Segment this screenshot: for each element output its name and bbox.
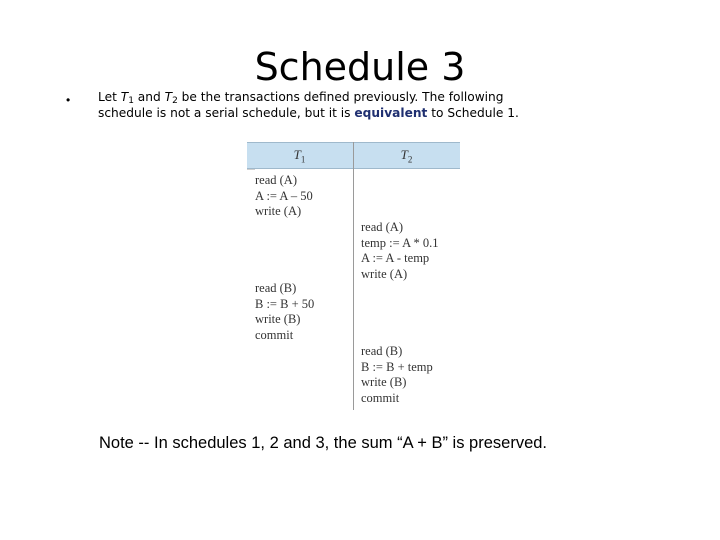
- t2-step: A := A - temp: [361, 251, 430, 265]
- column-header-subscript: 1: [300, 154, 306, 165]
- paragraph-text: and: [133, 90, 165, 104]
- t2-step: commit: [361, 390, 400, 405]
- schedule-table: [247, 142, 460, 410]
- paragraph-text: Let: [98, 90, 121, 104]
- paragraph-line-2: [98, 105, 568, 121]
- t1-step: A := A – 50: [255, 188, 313, 203]
- t2-step: read (A): [361, 220, 403, 234]
- bullet-marker: •: [66, 93, 71, 107]
- t1-step: B := B + 50: [255, 296, 315, 311]
- column-divider: [353, 142, 354, 410]
- t2-step: B := B + temp: [361, 359, 433, 374]
- t1-step: write (B): [255, 312, 301, 326]
- column-header-t2: [354, 147, 459, 165]
- t1-step: read (A): [255, 173, 297, 187]
- transaction-t2-subscript: 2: [172, 96, 178, 106]
- preservation-note: Note -- In schedules 1, 2 and 3, the sum “A + B” is preserved.: [99, 434, 548, 452]
- transaction-t2-symbol: T: [164, 90, 173, 104]
- t2-step: temp := A * 0.1: [361, 235, 439, 250]
- column-header-t1: [247, 147, 352, 165]
- t1-step: read (B): [255, 281, 297, 295]
- t2-step: read (B): [361, 344, 403, 358]
- transaction-t1-symbol: T: [120, 90, 129, 104]
- slide-title: Schedule 3: [254, 45, 466, 89]
- t2-step: write (A): [361, 266, 408, 281]
- intro-paragraph: [98, 89, 568, 121]
- paragraph-text: schedule is not a serial schedule, but it is: [98, 106, 355, 120]
- emphasis-equivalent: equivalent: [354, 106, 428, 120]
- t1-step: write (A): [255, 204, 302, 218]
- t2-step: write (B): [361, 375, 407, 389]
- t1-step: commit: [255, 327, 294, 342]
- paragraph-text: be the transactions defined previously. The following: [177, 90, 504, 104]
- column-header-subscript: 2: [407, 154, 413, 165]
- paragraph-text: to Schedule 1.: [427, 106, 519, 120]
- column-header-label: T: [400, 147, 408, 162]
- row-divider: [247, 169, 255, 170]
- column-header-label: T: [293, 147, 301, 162]
- paragraph-line-1: [98, 89, 568, 105]
- transaction-t1-subscript: 1: [128, 96, 134, 106]
